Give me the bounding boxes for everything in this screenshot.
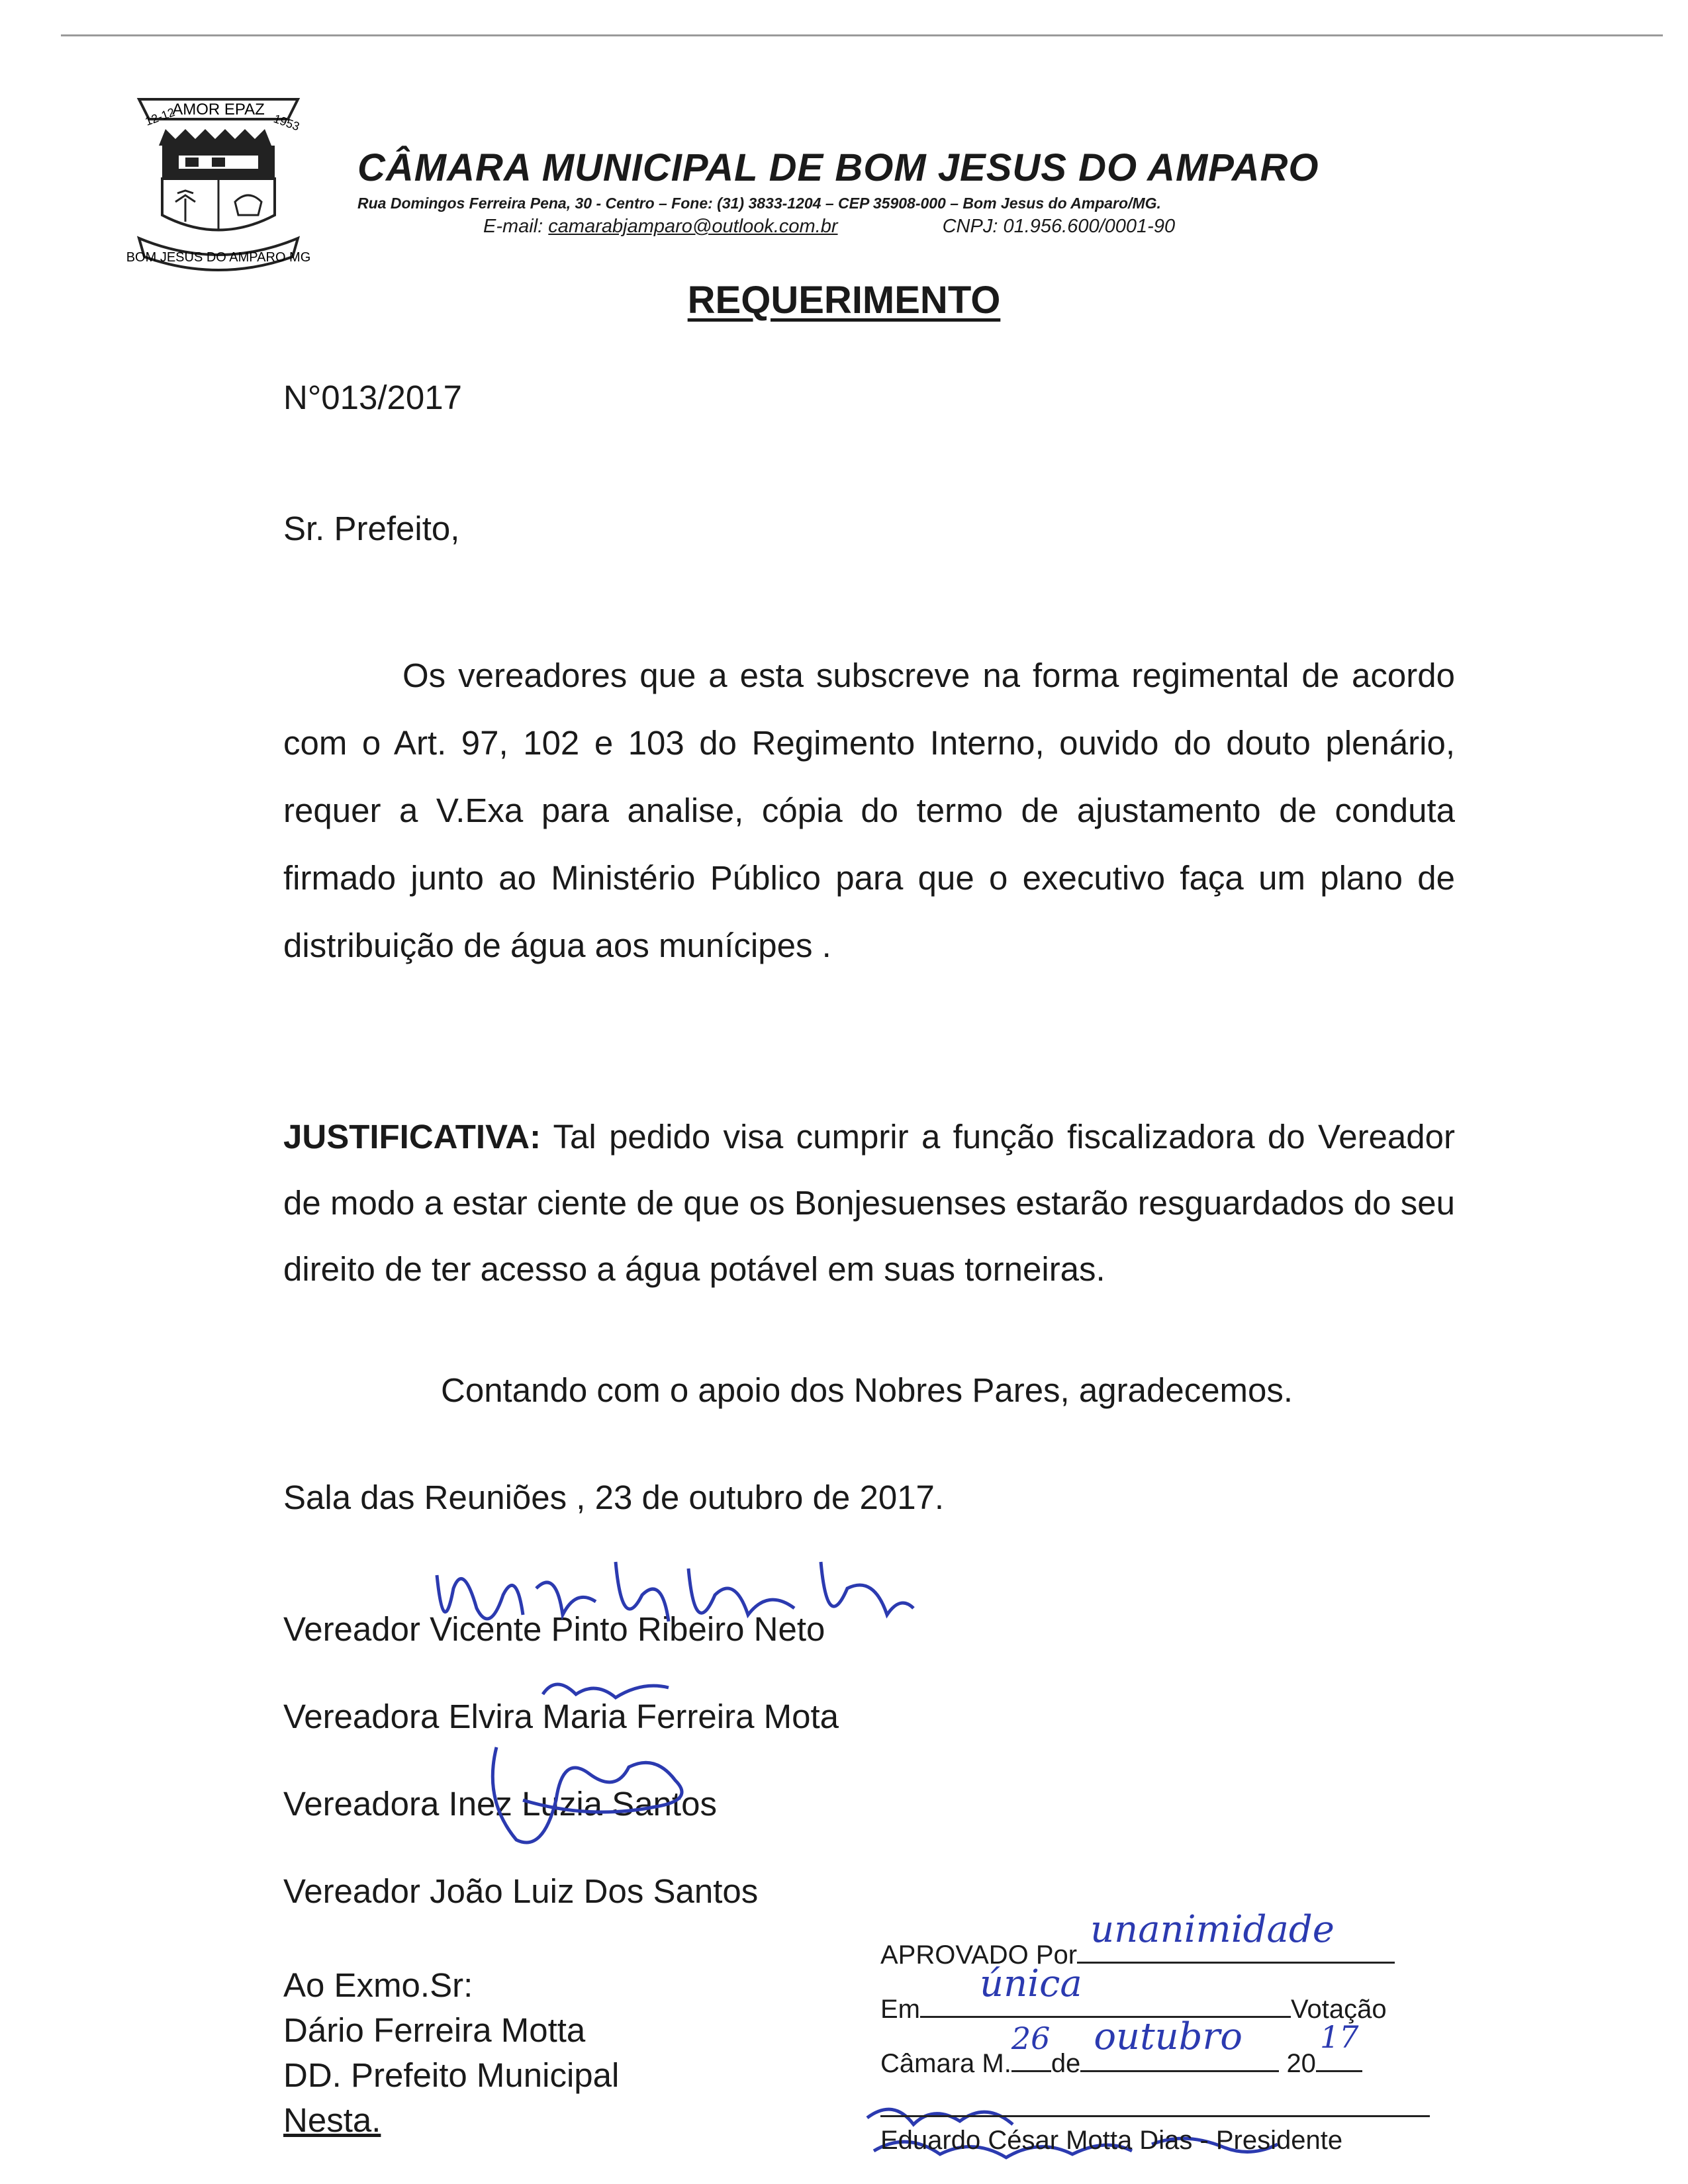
cnpj: CNPJ: 01.956.600/0001-90 xyxy=(942,216,1176,237)
president-signature-rule xyxy=(880,2115,1430,2117)
addressee-line4: Nesta. xyxy=(283,2101,381,2139)
closing-line: Contando com o apoio dos Nobres Pares, agradecemos. xyxy=(441,1371,1293,1409)
addressee-line2: Dário Ferreira Motta xyxy=(283,2011,586,2049)
approval-line-em: Em única Votação xyxy=(880,1962,1387,2024)
place-date: Sala das Reuniões , 23 de outubro de 2017. xyxy=(283,1479,945,1516)
addressee-block xyxy=(283,1963,619,2143)
handwritten-month: outubro xyxy=(1094,2015,1243,2058)
president-name: Eduardo César Motta Dias - Presidente xyxy=(880,2126,1343,2155)
handwritten-day: 26 xyxy=(1011,2021,1051,2056)
contact-line xyxy=(483,216,1476,238)
signer-line: Vereador Vicente Pinto Ribeiro Neto xyxy=(283,1610,825,1648)
signer-line: Vereador João Luiz Dos Santos xyxy=(283,1872,759,1910)
email-label: E-mail: xyxy=(483,216,543,237)
signature-elvira-inez xyxy=(457,1668,722,1866)
seal-ribbon-text: BOM JESUS DO AMPARO MG xyxy=(126,250,311,265)
top-rule xyxy=(61,34,1663,36)
email-link[interactable]: camarabjamparo@outlook.com.br xyxy=(548,216,838,237)
municipal-seal-logo xyxy=(119,73,318,278)
document-number: N°013/2017 xyxy=(283,379,462,416)
addressee-line1: Ao Exmo.Sr: xyxy=(283,1966,473,2004)
org-address: Rua Domingos Ferreira Pena, 30 - Centro – Fone: (31) 3833-1204 – CEP 35908-000 – Bom Jesus do Amparo/MG. xyxy=(357,195,1161,212)
org-name: CÂMARA MUNICIPAL DE BOM JESUS DO AMPARO xyxy=(357,146,1319,189)
justification-label: JUSTIFICATIVA: xyxy=(283,1118,541,1156)
handwritten-aprovado-value: unanimidade xyxy=(1090,1908,1335,1951)
seal-year: 1953 xyxy=(271,111,302,134)
document-title: REQUERIMENTO xyxy=(687,279,1001,322)
seal-date: 12-12 xyxy=(143,105,177,128)
signature-vicente xyxy=(424,1549,927,1648)
signer-line: Vereadora Elvira Maria Ferreira Mota xyxy=(283,1698,839,1735)
salutation: Sr. Prefeito, xyxy=(283,510,460,547)
approval-line-aprovado: APROVADO Por unanimidade xyxy=(880,1939,1430,1970)
signer-line: Vereadora Inez Luzia Santos xyxy=(283,1785,717,1823)
handwritten-em-value: única xyxy=(980,1962,1082,2005)
handwritten-year: 17 xyxy=(1319,2019,1359,2055)
addressee-line3: DD. Prefeito Municipal xyxy=(283,2056,620,2094)
justification-paragraph xyxy=(283,1104,1455,1302)
seal-motto: AMOR EPAZ xyxy=(172,101,265,118)
justification-text: Tal pedido visa cumprir a função fiscalizadora do Vereador de modo a estar ciente de que os Bonjesuenses estarão resguardados do seu direito de ter acesso a água potável em suas torneiras. xyxy=(283,1118,1455,1288)
body-paragraph: Os vereadores que a esta subscreve na forma regimental de acordo com o Art. 97, 102 e 103 do Regimento Interno, ouvido do douto plenário, requer a V.Exa para analise, cópia do termo de ajustamento de conduta firmado junto ao Ministério Público para que o executivo faça um plano de distribuição de água aos munícipes . xyxy=(283,657,1455,964)
approval-line-date: Câmara M. 26 de outubro 20 17 xyxy=(880,2048,1430,2078)
